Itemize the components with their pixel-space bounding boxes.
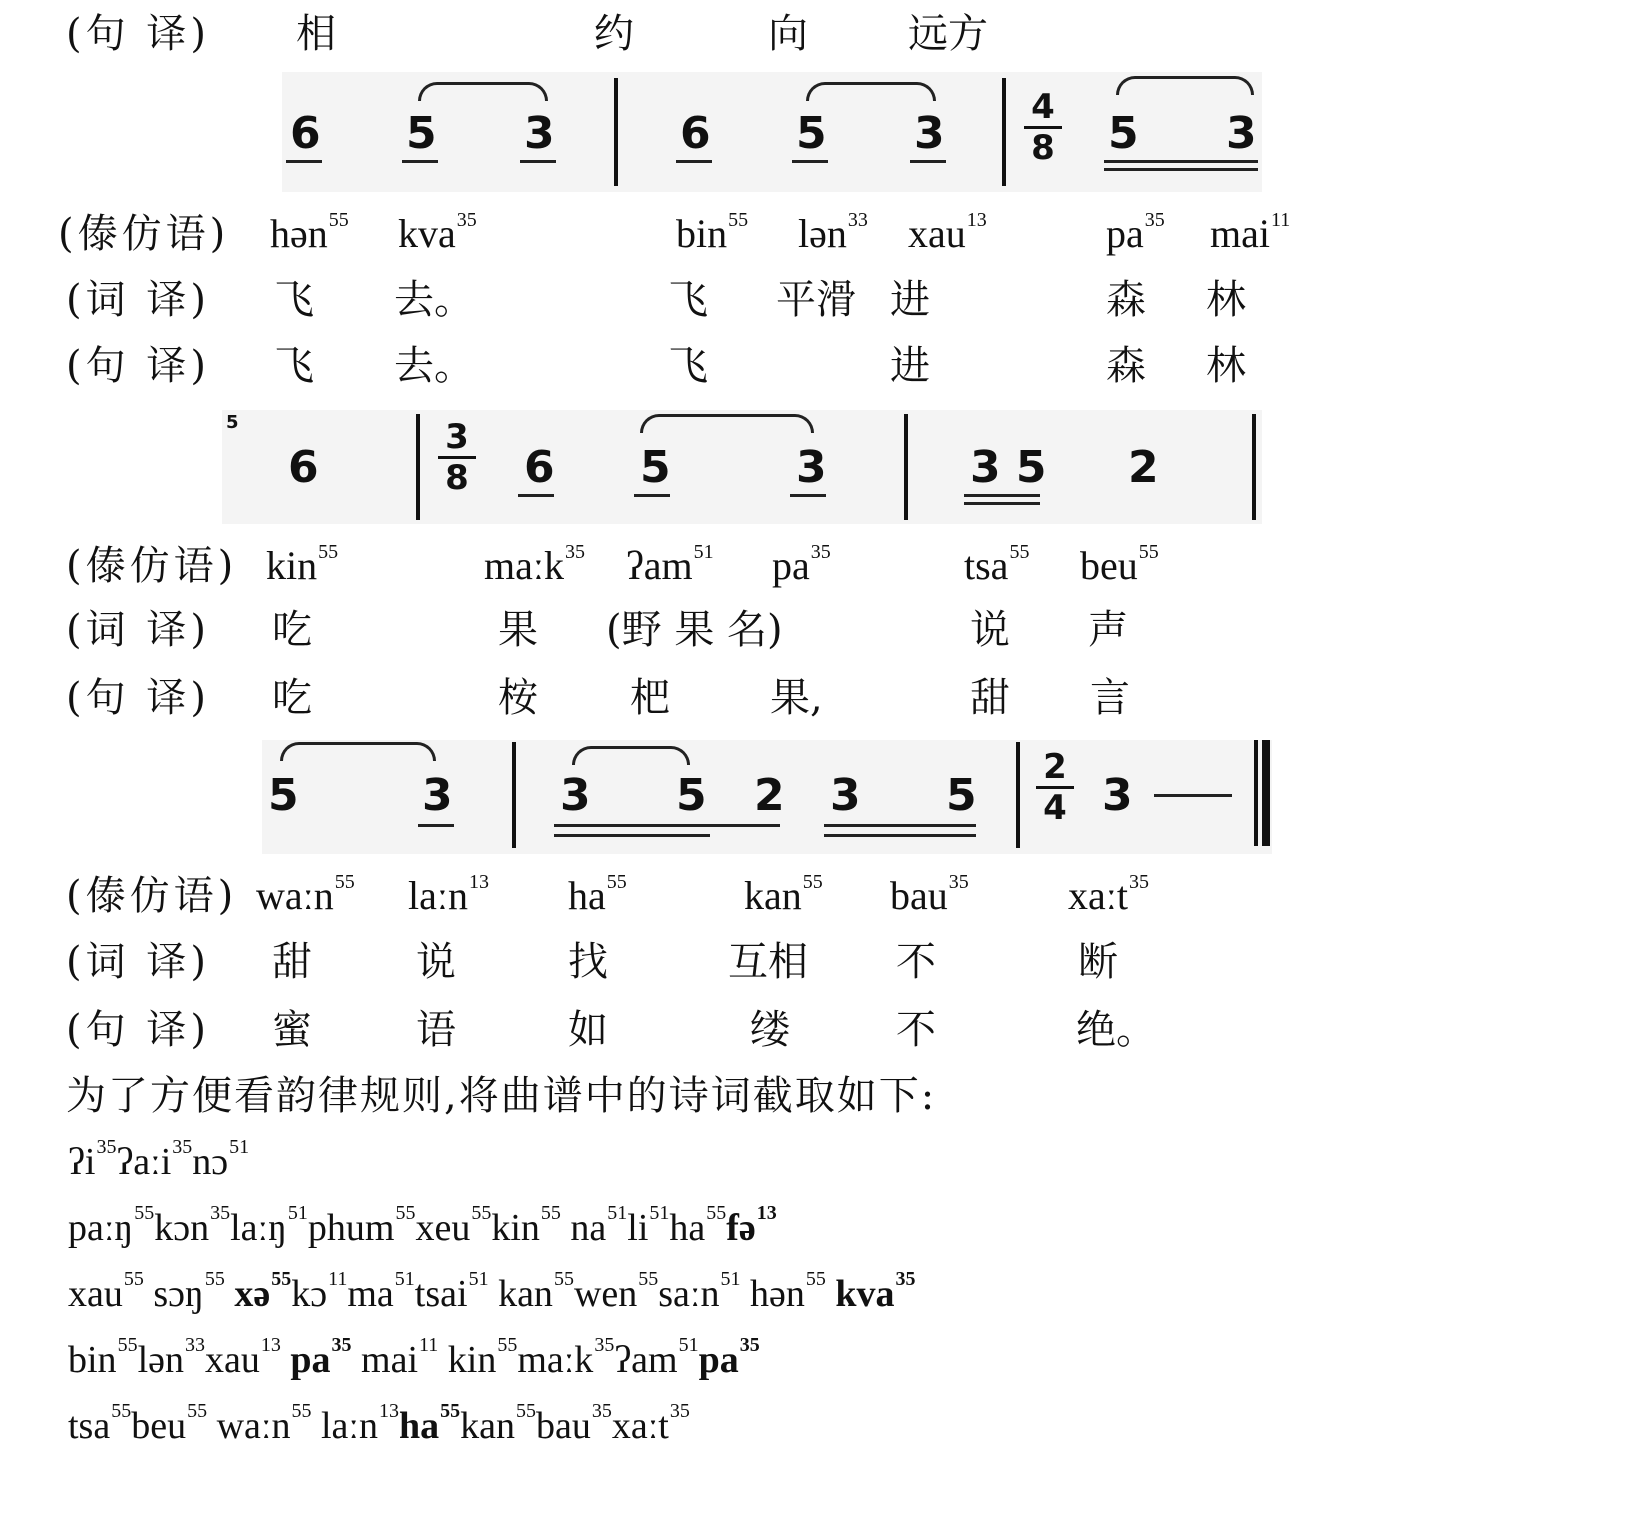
poem-syllable: hən$^{55}$ [740, 1268, 826, 1315]
dai-syllable: mai$^{11}$ [1210, 209, 1291, 256]
label-dai: (傣仿语) [66, 873, 238, 919]
underline [634, 494, 670, 497]
sent-text: 如 [568, 1007, 608, 1053]
poem-syllable: fə$^{13}$ [726, 1202, 777, 1249]
label-word: (词 译) [66, 277, 210, 323]
dai-syllable: beu$^{55}$ [1080, 541, 1159, 588]
note: 3 [1226, 108, 1257, 159]
poem-syllable: waːn$^{55}$ [207, 1400, 312, 1447]
word-text: 进 [890, 277, 930, 323]
poem-syllable: lən$^{33}$ [137, 1334, 205, 1381]
word-text: 林 [1206, 277, 1246, 323]
time-sig-top: 4 [1031, 87, 1055, 127]
note: 6 [524, 442, 555, 493]
sent-text: 语 [416, 1007, 456, 1053]
word-text: 果 [498, 607, 538, 653]
poem-syllable: ʔam$^{51}$ [614, 1334, 699, 1381]
sent-text: 进 [890, 343, 930, 389]
poem-syllable: tsai$^{51}$ [414, 1268, 489, 1315]
word-text: 断 [1078, 939, 1118, 985]
underline [1104, 168, 1258, 171]
underline [520, 160, 556, 163]
poem-line [68, 1268, 916, 1316]
poem-syllable: bin$^{55}$ [68, 1334, 138, 1381]
poem-syllable: paːŋ$^{55}$ [68, 1202, 155, 1249]
underline [964, 494, 1040, 497]
note: 3 [1102, 770, 1133, 821]
underline [418, 824, 454, 827]
barline [1016, 742, 1020, 848]
time-signature [438, 417, 476, 498]
barline [614, 78, 618, 186]
sent-text: 森 [1106, 343, 1146, 389]
poem-syllable: kva$^{35}$ [825, 1268, 916, 1315]
poem-syllable: wen$^{55}$ [573, 1268, 659, 1315]
poem-syllable: tsa$^{55}$ [68, 1400, 132, 1447]
note: 5 [1108, 108, 1139, 159]
label-dai: (傣仿语) [58, 211, 230, 257]
poem-syllable: mai$^{11}$ [351, 1334, 439, 1381]
dai-syllable: hən$^{55}$ [270, 209, 349, 256]
note: 6 [288, 442, 319, 493]
poem-syllable: beu$^{55}$ [131, 1400, 208, 1447]
underline [964, 502, 1040, 505]
underline [910, 160, 946, 163]
sent-text: 飞 [668, 343, 708, 389]
poem-syllable: $na^{51}$ [560, 1202, 628, 1249]
poem-syllable: kin$^{55}$ [491, 1202, 561, 1249]
underline [790, 494, 826, 497]
slur [572, 746, 690, 765]
slur [1116, 76, 1254, 95]
sent-text: 飞 [274, 343, 314, 389]
barline [512, 742, 516, 848]
final-barline [1262, 740, 1270, 846]
poem-syllable: $li^{51}$ [627, 1202, 670, 1249]
underline [710, 824, 780, 827]
note: 3 [524, 108, 555, 159]
poem-syllable: kan$^{55}$ [488, 1268, 574, 1315]
poem-syllable: bau$^{35}$ [535, 1400, 612, 1447]
word-text: 找 [568, 939, 608, 985]
underline [824, 834, 976, 837]
word-text: 去。 [394, 277, 474, 323]
dai-syllable: kan$^{55}$ [744, 871, 823, 918]
note: 5 [946, 770, 977, 821]
dai-syllable: ʔam$^{51}$ [626, 541, 714, 588]
dash-extension [1154, 794, 1232, 797]
note: 3 [560, 770, 591, 821]
underline [402, 160, 438, 163]
slur [806, 82, 936, 101]
dai-syllable: $pa^{35}$ [1106, 209, 1165, 256]
word-text: 吃 [272, 607, 312, 653]
label-sentence: (句 译) [66, 675, 210, 721]
barline [904, 414, 908, 520]
time-sig-bottom: 4 [1043, 788, 1067, 828]
underline [286, 160, 322, 163]
word-text: 互相 [728, 939, 808, 985]
word-text: 不 [896, 939, 936, 985]
note: 5 [640, 442, 671, 493]
barline [1252, 414, 1256, 520]
sent-text: 吃 [272, 675, 312, 721]
dai-syllable: bau$^{35}$ [890, 871, 969, 918]
note: 6 [680, 108, 711, 159]
time-sig-top: 2 [1043, 747, 1067, 787]
slur [280, 742, 436, 761]
poem-syllable: $ma^{51}$ [347, 1268, 415, 1315]
poem-syllable: maːk$^{35}$ [517, 1334, 615, 1381]
poem-syllable: xeu$^{55}$ [415, 1202, 492, 1249]
sent-text: 相 [296, 11, 336, 57]
word-text: 声 [1088, 607, 1128, 653]
sent-text: 果, [770, 675, 823, 721]
word-text: 飞 [274, 277, 314, 323]
word-text: 平滑 [776, 277, 856, 323]
dai-syllable: kin$^{55}$ [266, 541, 339, 588]
dai-syllable: xaːt$^{35}$ [1068, 871, 1149, 918]
sent-text: 向 [768, 11, 808, 57]
word-text: 飞 [668, 277, 708, 323]
poem-syllable: $pa^{35}$ [698, 1334, 760, 1381]
poem-line [68, 1400, 690, 1448]
note: 2 [754, 770, 785, 821]
poem-syllable: kin$^{55}$ [438, 1334, 518, 1381]
dai-syllable: bin$^{55}$ [676, 209, 749, 256]
poem-syllable: sɔŋ$^{55}$ [143, 1268, 225, 1315]
sent-text: 绝。 [1076, 1007, 1156, 1053]
time-signature [1036, 747, 1074, 828]
barline [1002, 78, 1006, 186]
grace-note: 5 [226, 412, 239, 433]
note: 5 [796, 108, 827, 159]
slur [418, 82, 548, 101]
underline [554, 834, 710, 837]
note: 5 [406, 108, 437, 159]
note: 3 5 [970, 442, 1047, 493]
word-text: 说 [970, 607, 1010, 653]
poem-syllable: nɔ$^{51}$ [192, 1136, 250, 1183]
barline [416, 414, 420, 520]
dai-syllable: kva$^{35}$ [398, 209, 477, 256]
dai-syllable: laːn$^{13}$ [408, 871, 489, 918]
sent-text: 杷 [630, 675, 670, 721]
poem-line [68, 1334, 760, 1382]
dai-syllable: $ha^{55}$ [568, 871, 627, 918]
time-sig-bottom: 8 [1031, 128, 1055, 168]
label-sentence: (句 译) [66, 1007, 210, 1053]
poem-syllable: $ha^{55}$ [398, 1400, 461, 1447]
sent-text: 甜 [970, 675, 1010, 721]
dai-syllable: xau$^{13}$ [908, 209, 987, 256]
poem-syllable: ʔi$^{35}$ [68, 1136, 117, 1183]
poem-syllable: xə$^{55}$ [224, 1268, 292, 1315]
poem-syllable: xaːt$^{35}$ [611, 1400, 690, 1447]
note: 3 [796, 442, 827, 493]
poem-syllable: xau$^{13}$ [205, 1334, 281, 1381]
sent-text: 蜜 [272, 1007, 312, 1053]
note: 3 [422, 770, 453, 821]
time-sig-bottom: 8 [445, 458, 469, 498]
dai-syllable: $pa^{35}$ [772, 541, 831, 588]
slur [640, 414, 814, 433]
poem-syllable: kɔn$^{35}$ [154, 1202, 231, 1249]
label-sentence: (句 译) [66, 11, 210, 57]
note: 5 [676, 770, 707, 821]
dai-syllable: waːn$^{55}$ [256, 871, 355, 918]
intro-text: 为了方便看韵律规则,将曲谱中的诗词截取如下: [66, 1073, 937, 1119]
underline [792, 160, 828, 163]
sent-text: 林 [1206, 343, 1246, 389]
poem-syllable: $ha^{55}$ [669, 1202, 727, 1249]
note: 2 [1128, 442, 1159, 493]
note: 6 [290, 108, 321, 159]
poem-syllable: $pa^{35}$ [280, 1334, 352, 1381]
label-sentence: (句 译) [66, 343, 210, 389]
dai-syllable: tsa$^{55}$ [964, 541, 1030, 588]
label-dai: (傣仿语) [66, 543, 238, 589]
barline [1254, 740, 1258, 846]
poem-syllable: saːn$^{51}$ [658, 1268, 741, 1315]
poem-syllable: phum$^{55}$ [307, 1202, 416, 1249]
note: 5 [268, 770, 299, 821]
poem-syllable: kan$^{55}$ [460, 1400, 536, 1447]
underline [824, 824, 976, 827]
time-signature [1024, 87, 1062, 168]
label-word: (词 译) [66, 939, 210, 985]
sent-text: 桉 [498, 675, 538, 721]
note: 3 [830, 770, 861, 821]
dai-syllable: maːk$^{35}$ [484, 541, 585, 588]
word-text: (野 果 名) [606, 607, 783, 653]
sent-text: 不 [896, 1007, 936, 1053]
sent-text: 缕 [750, 1007, 790, 1053]
time-sig-top: 3 [445, 417, 469, 457]
word-text: 森 [1106, 277, 1146, 323]
label-word: (词 译) [66, 607, 210, 653]
poem-line [68, 1202, 777, 1250]
underline [518, 494, 554, 497]
poem-syllable: xau$^{55}$ [68, 1268, 144, 1315]
sent-text: 去。 [394, 343, 474, 389]
note: 3 [914, 108, 945, 159]
underline [554, 824, 710, 827]
dai-syllable: lən$^{33}$ [798, 209, 868, 256]
sent-text: 远方 [908, 11, 988, 57]
poem-syllable: ʔaːi$^{35}$ [116, 1136, 193, 1183]
poem-syllable: laːn$^{13}$ [311, 1400, 399, 1447]
underline [676, 160, 712, 163]
poem-syllable: laːŋ$^{51}$ [230, 1202, 308, 1249]
poem-line [68, 1136, 250, 1184]
word-text: 说 [416, 939, 456, 985]
underline [1104, 160, 1258, 163]
poem-syllable: kɔ$^{11}$ [291, 1268, 348, 1315]
sent-text: 约 [594, 11, 634, 57]
word-text: 甜 [272, 939, 312, 985]
sent-text: 言 [1090, 675, 1130, 721]
